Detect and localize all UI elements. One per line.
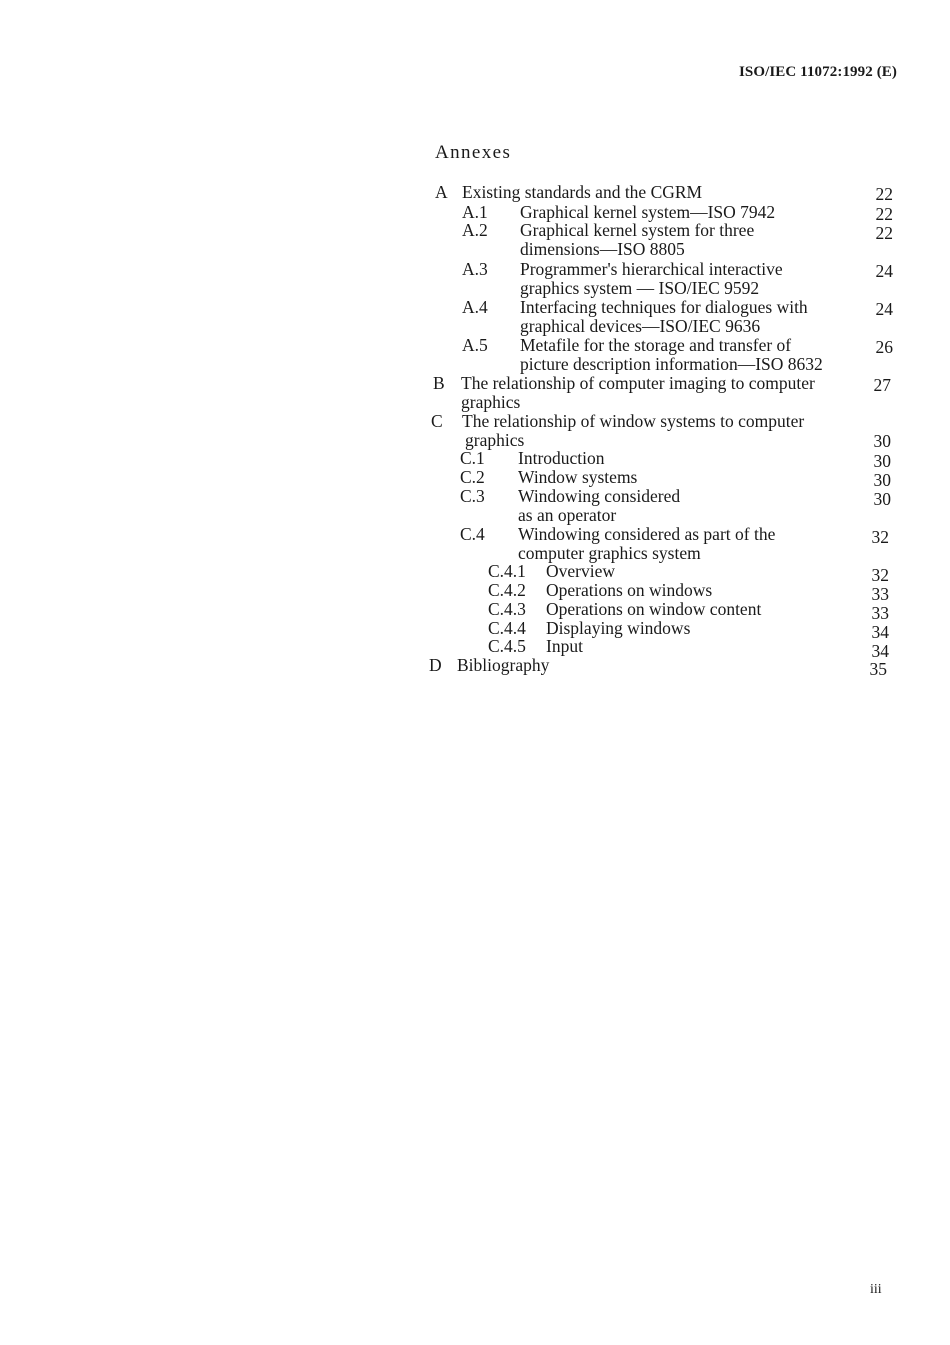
toc-entry-title: Windowing considered (518, 486, 681, 506)
toc-entry-title: Introduction (518, 448, 605, 468)
toc-entry-page: 24 (875, 261, 893, 281)
annexes-title: Annexes (435, 142, 512, 163)
toc-entry-title: Input (546, 636, 583, 656)
toc-entry-page: 34 (871, 641, 889, 661)
toc-entry-number: A.2 (462, 220, 488, 240)
toc-entry-title: Operations on windows (546, 580, 713, 600)
toc-entry-title: Window systems (518, 467, 638, 487)
toc-entry-number: C.4.2 (488, 580, 526, 600)
toc-entry-title: graphical devices—ISO/IEC 9636 (520, 316, 761, 336)
toc-entry-number: C.4.5 (488, 636, 526, 656)
toc-entry-page: 34 (871, 622, 889, 642)
toc-entry-title: The relationship of window systems to computer (462, 411, 805, 431)
toc-entry-number: A.4 (462, 297, 488, 317)
toc-entry-title: Operations on window content (546, 599, 762, 619)
toc-entry-number: A.3 (462, 259, 488, 279)
toc-entry-number: D (429, 655, 442, 675)
document-id-header: ISO/IEC 11072:1992 (E) (738, 64, 897, 80)
toc-entry-number: A.5 (462, 335, 488, 355)
toc-entry-title: computer graphics system (518, 543, 701, 563)
toc-entry-page: 30 (873, 451, 891, 471)
toc-entry-page: 24 (875, 299, 893, 319)
toc-entry-title: Existing standards and the CGRM (462, 182, 703, 202)
toc-entry-title: Graphical kernel system for three (520, 220, 755, 240)
toc-entry-title: Programmer's hierarchical interactive (520, 259, 783, 279)
toc-entry-title: The relationship of computer imaging to computer (461, 373, 815, 393)
toc-entry-number: A (435, 182, 448, 202)
page-number: iii (870, 1282, 882, 1297)
toc-entry-title: graphics (461, 392, 521, 412)
toc-entry-page: 30 (873, 470, 891, 490)
toc-entry-page: 33 (871, 603, 889, 623)
toc-entry-title: Metafile for the storage and transfer of (520, 335, 792, 355)
toc-entry-title: picture description information—ISO 8632 (520, 354, 823, 374)
toc-entry-number: C.4.1 (488, 561, 526, 581)
toc-entry-page: 32 (871, 527, 889, 547)
toc-entry-number: C.4.3 (488, 599, 526, 619)
toc-entry-page: 33 (871, 584, 889, 604)
toc-entry-number: C (431, 411, 443, 431)
toc-entry-title: graphics system — ISO/IEC 9592 (520, 278, 760, 298)
toc-entry-title: Displaying windows (546, 618, 691, 638)
toc-entry-title: Graphical kernel system—ISO 7942 (520, 202, 776, 222)
toc-entry-page: 22 (875, 204, 893, 224)
toc-entry-number: A.1 (462, 202, 488, 222)
toc-entry-page: 32 (871, 565, 889, 585)
toc-entry-number: C.2 (460, 467, 485, 487)
toc-entry-title: Overview (546, 561, 616, 581)
toc-entry-title: as an operator (518, 505, 617, 525)
toc-entry-number: C.4.4 (488, 618, 526, 638)
toc-entry-page: 35 (869, 659, 887, 679)
toc-entry-title: Windowing considered as part of the (518, 524, 776, 544)
toc-entry-title: dimensions—ISO 8805 (520, 239, 685, 259)
toc-entry-page: 30 (873, 489, 891, 509)
toc-entry-title: graphics (465, 430, 525, 450)
toc-entry-number: B (433, 373, 445, 393)
toc-entry-number: C.1 (460, 448, 485, 468)
toc-entry-page: 22 (875, 184, 893, 204)
toc-entry-number: C.3 (460, 486, 485, 506)
toc-entry-title: Bibliography (457, 655, 550, 675)
toc-entry-number: C.4 (460, 524, 485, 544)
toc-entry-page: 26 (875, 337, 893, 357)
toc-entry-page: 27 (873, 375, 891, 395)
toc-entry-page: 30 (873, 431, 891, 451)
toc-entry-title: Interfacing techniques for dialogues with (520, 297, 808, 317)
toc-entry-page: 22 (875, 223, 893, 243)
